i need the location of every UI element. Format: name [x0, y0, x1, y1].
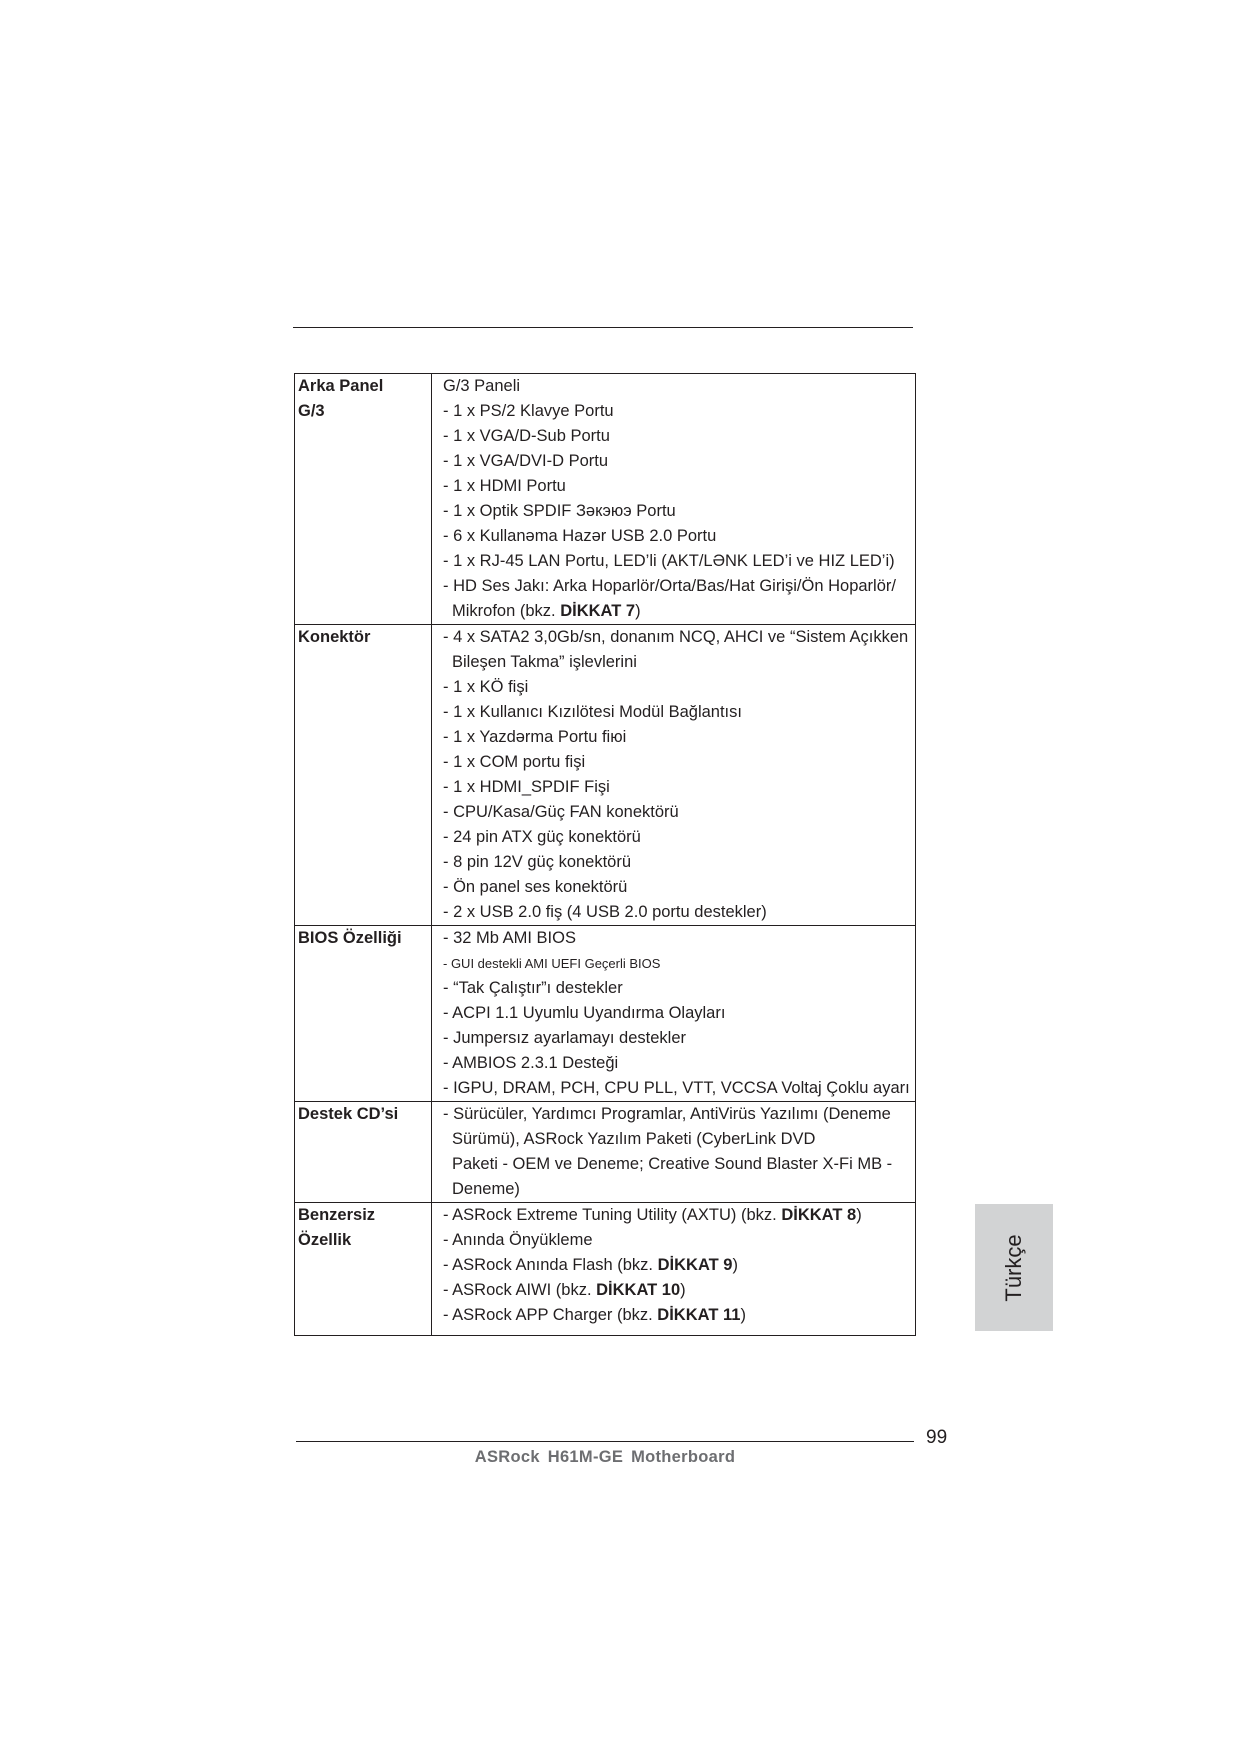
top-rule — [293, 327, 913, 328]
items-support-cd — [432, 1102, 916, 1203]
label-unique: Benzersiz Özellik — [295, 1203, 432, 1336]
list-item: - ACPI 1.1 Uyumlu Uyandırma Olayları — [443, 1004, 726, 1022]
list-item: - ASRock APP Charger (bkz. DİKKAT 11) — [443, 1306, 746, 1324]
list-item: - ASRock Extreme Tuning Utility (AXTU) (bkz. DİKKAT 8) — [443, 1206, 862, 1224]
bottom-rule — [296, 1441, 914, 1442]
page-number: 99 — [926, 1427, 948, 1448]
items-unique — [432, 1203, 916, 1336]
list-item: - 1 x KÖ fişi — [443, 678, 529, 696]
list-item: - 1 x Yazdәrma Portu fiюi — [443, 728, 627, 746]
list-item: - 1 x Optik SPDIF Зәкэюэ Portu — [443, 502, 676, 520]
row-support-cd — [295, 1102, 916, 1203]
list-item: - AMBIOS 2.3.1 Desteği — [443, 1054, 619, 1072]
list-item: - 1 x Kullanıcı Kızılötesi Modül Bağlantısı — [443, 703, 742, 721]
list-item: - “Tak Çalıştır”ı destekler — [443, 979, 623, 997]
items-bios — [432, 926, 916, 1102]
list-item: - 24 pin ATX güç konektörü — [443, 828, 641, 846]
items-connector — [432, 625, 916, 926]
list-item: - 1 x VGA/D-Sub Portu — [443, 427, 610, 445]
language-tab — [975, 1204, 1053, 1331]
list-item: - 4 x SATA2 3,0Gb/sn, donanım NCQ, AHCI ve “Sistem Açıkken — [443, 628, 909, 646]
list-item: - ASRock Anında Flash (bkz. DİKKAT 9) — [443, 1256, 738, 1274]
list-item: - 2 x USB 2.0 fiş (4 USB 2.0 portu destekler) — [443, 903, 767, 921]
list-item: Mikrofon (bkz. DİKKAT 7) — [452, 602, 641, 620]
list-item: - ASRock AIWI (bkz. DİKKAT 10) — [443, 1281, 686, 1299]
list-item: - 8 pin 12V güç konektörü — [443, 853, 632, 871]
list-item: - 1 x HDMI_SPDIF Fişi — [443, 778, 610, 796]
row-rear-panel — [295, 374, 916, 625]
list-item: - 32 Mb AMI BIOS — [443, 929, 576, 947]
items-rear-panel — [432, 374, 916, 625]
list-item: - IGPU, DRAM, PCH, CPU PLL, VTT, VCCSA Voltaj Çoklu ayarı — [443, 1079, 910, 1097]
list-item: - Sürücüler, Yardımcı Programlar, AntiVirüs Yazılımı (Deneme — [443, 1105, 891, 1123]
label-rear-panel: Arka Panel G/3 — [295, 374, 432, 625]
list-item: - GUI destekli AMI UEFI Geçerli BIOS — [443, 956, 661, 971]
label-connector: Konektör — [295, 625, 432, 926]
list-item: - Anında Önyükleme — [443, 1231, 593, 1249]
spec-table — [294, 373, 916, 1336]
list-item: G/3 Paneli — [443, 377, 521, 395]
list-item: - 1 x COM portu fişi — [443, 753, 586, 771]
list-item: - 1 x RJ-45 LAN Portu, LED’li (AKT/LӘNK LED’i ve HIZ LED’i) — [443, 552, 895, 570]
list-item: Paketi - OEM ve Deneme; Creative Sound Blaster X-Fi MB - — [452, 1155, 893, 1173]
list-item: Sürümü), ASRock Yazılım Paketi (CyberLink DVD — [452, 1130, 816, 1148]
row-connector — [295, 625, 916, 926]
label-support-cd: Destek CD’si — [295, 1102, 432, 1203]
list-item: - 6 x Kullanәma Hazәr USB 2.0 Portu — [443, 527, 717, 545]
row-bios — [295, 926, 916, 1102]
list-item: - HD Ses Jakı: Arka Hoparlör/Orta/Bas/Hat Girişi/Ön Hoparlör/ — [443, 577, 896, 595]
list-item: - Ön panel ses konektörü — [443, 878, 628, 896]
list-item: - Jumpersız ayarlamayı destekler — [443, 1029, 686, 1047]
list-item: Bileşen Takma” işlevlerini — [452, 653, 637, 671]
list-item: - 1 x PS/2 Klavye Portu — [443, 402, 614, 420]
language-tab-label: Türkçe — [1001, 1233, 1026, 1302]
list-item: - CPU/Kasa/Güç FAN konektörü — [443, 803, 679, 821]
list-item: Deneme) — [452, 1180, 520, 1198]
row-unique — [295, 1203, 916, 1336]
footer-title: ASRock H61M-GE Motherboard — [474, 1448, 736, 1466]
label-bios: BIOS Özelliği — [295, 926, 432, 1102]
list-item: - 1 x VGA/DVI-D Portu — [443, 452, 609, 470]
list-item: - 1 x HDMI Portu — [443, 477, 566, 495]
